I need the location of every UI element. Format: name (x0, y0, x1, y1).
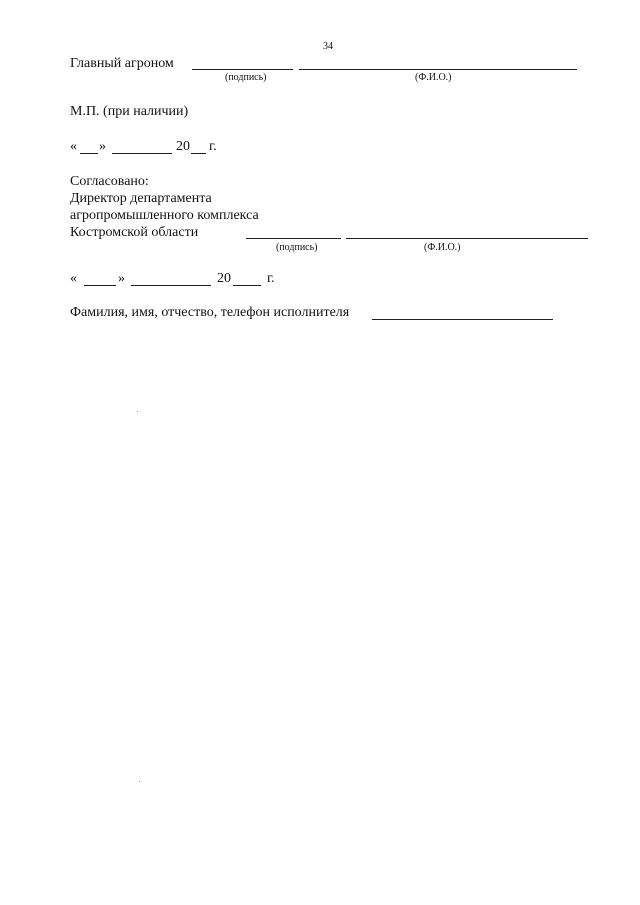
approval-name-caption: (Ф.И.О.) (424, 242, 461, 253)
date-1-open-quote: « (70, 139, 77, 154)
agronomist-name-caption: (Ф.И.О.) (415, 72, 452, 83)
approval-line-3: Костромской области (70, 225, 199, 240)
date-2-close-quote: » (118, 271, 125, 286)
scan-speck (137, 411, 138, 412)
page-number: 34 (323, 41, 333, 52)
date-2-year-suffix: г. (267, 271, 275, 286)
date-1-month-line (112, 153, 172, 154)
executor-line (372, 319, 553, 320)
agronomist-signature-caption: (подпись) (225, 72, 267, 83)
date-1-year-prefix: 20 (176, 139, 190, 154)
approval-line-1: Директор департамента (70, 191, 212, 206)
approval-signature-line (246, 238, 341, 239)
date-1-close-quote: » (99, 139, 106, 154)
date-2-year-prefix: 20 (217, 271, 231, 286)
approval-name-line (346, 238, 588, 239)
date-2-month-line (131, 285, 211, 286)
date-2-open-quote: « (70, 271, 77, 286)
scan-speck (139, 781, 140, 782)
date-2-day-line (84, 285, 116, 286)
stamp-note: М.П. (при наличии) (70, 104, 189, 119)
agronomist-signature-line (192, 69, 293, 70)
agronomist-role-label: Главный агроном (70, 56, 174, 71)
executor-label: Фамилия, имя, отчество, телефон исполнителя (70, 305, 350, 320)
approval-line-2: агропромышленного комплекса (70, 208, 259, 223)
agronomist-name-line (299, 69, 577, 70)
approval-heading: Согласовано: (70, 174, 149, 189)
date-1-day-line (80, 153, 98, 154)
date-2-year-line (233, 285, 261, 286)
date-1-year-suffix: г. (209, 139, 217, 154)
date-1-year-line (191, 153, 206, 154)
approval-signature-caption: (подпись) (276, 242, 318, 253)
